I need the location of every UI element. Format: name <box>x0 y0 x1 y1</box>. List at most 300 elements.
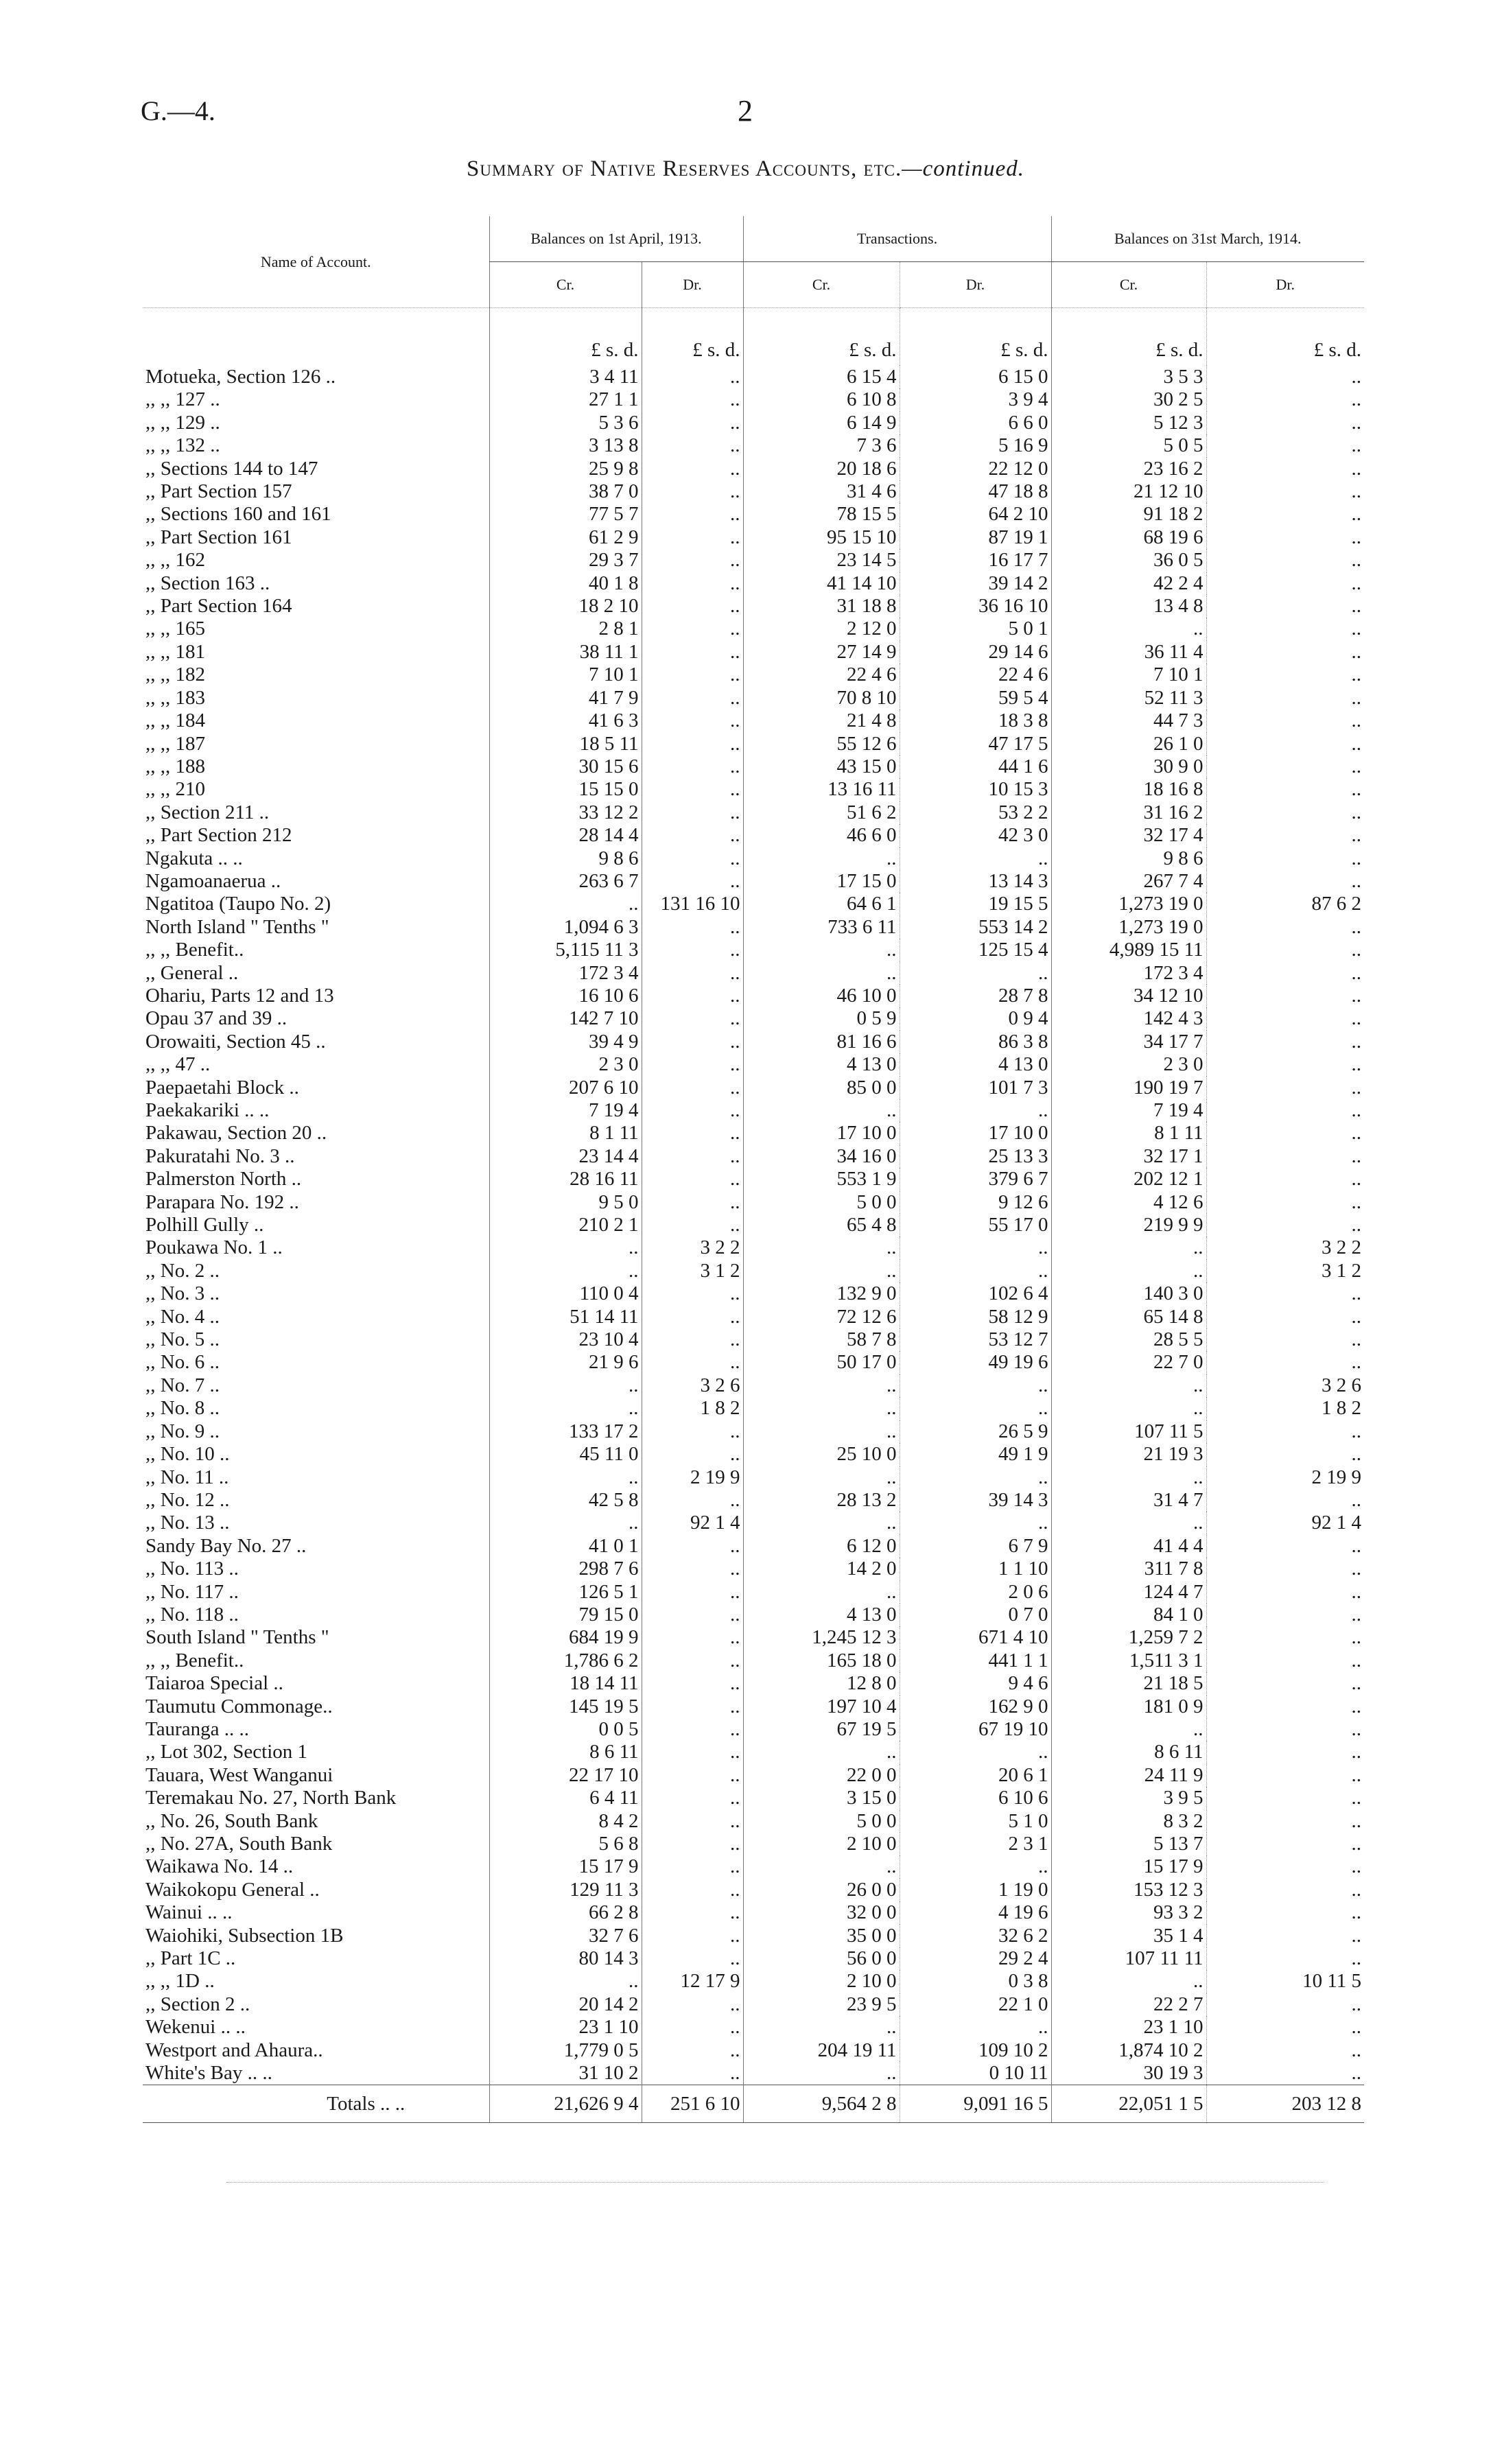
amount-open-cr: 39 4 9 <box>489 1031 642 1053</box>
account-name: ,, Part Section 157 <box>145 480 292 503</box>
amount-close-cr: 36 0 5 <box>1051 549 1206 572</box>
account-name: ,, Part Section 161 <box>145 526 292 548</box>
account-row <box>143 1925 1364 1947</box>
amount-close-dr: 2 19 9 <box>1206 1466 1364 1489</box>
account-row <box>143 1696 1364 1718</box>
amount-close-dr: .. <box>1206 1947 1364 1970</box>
amount-trans-dr: 29 14 6 <box>900 641 1051 664</box>
amount-open-cr: .. <box>489 1260 642 1282</box>
amount-trans-dr: 162 9 0 <box>900 1696 1051 1718</box>
amount-close-cr: 93 3 2 <box>1051 1901 1206 1924</box>
amount-trans-dr: 6 7 9 <box>900 1535 1051 1558</box>
account-row <box>143 1099 1364 1122</box>
account-name: Ohariu, Parts 12 and 13 <box>145 984 334 1007</box>
amount-open-dr: .. <box>642 549 743 572</box>
account-row <box>143 2039 1364 2062</box>
amount-trans-cr: 64 6 1 <box>743 893 900 915</box>
amount-open-cr: 210 2 1 <box>489 1214 642 1236</box>
amount-trans-cr: 23 14 5 <box>743 549 900 572</box>
account-name: Taiaroa Special .. <box>145 1672 283 1695</box>
account-row <box>143 526 1364 549</box>
amount-trans-dr: .. <box>900 1855 1051 1878</box>
unit-cell: £ s. d. <box>743 308 900 366</box>
amount-trans-dr: 16 17 7 <box>900 549 1051 572</box>
amount-open-dr: .. <box>642 824 743 847</box>
amount-open-cr: 133 17 2 <box>489 1420 642 1443</box>
amount-open-dr: .. <box>642 1604 743 1626</box>
amount-trans-cr: 31 4 6 <box>743 480 900 503</box>
amount-close-dr: 87 6 2 <box>1206 893 1364 915</box>
account-row <box>143 1558 1364 1580</box>
account-row <box>143 1650 1364 1672</box>
amount-trans-dr: 553 14 2 <box>900 916 1051 939</box>
amount-close-dr: .. <box>1206 1993 1364 2016</box>
amount-open-cr: 263 6 7 <box>489 870 642 893</box>
amount-close-dr: .. <box>1206 1879 1364 1901</box>
amount-open-cr: 16 10 6 <box>489 985 642 1007</box>
amount-open-cr: 18 2 10 <box>489 595 642 618</box>
amount-trans-cr: 1,245 12 3 <box>743 1626 900 1649</box>
account-row <box>143 595 1364 618</box>
amount-close-cr: 31 4 7 <box>1051 1489 1206 1512</box>
amount-trans-dr: 26 5 9 <box>900 1420 1051 1443</box>
account-row <box>143 1282 1364 1305</box>
account-name: ,, ,, 181 <box>145 640 205 663</box>
amount-close-cr: 181 0 9 <box>1051 1696 1206 1718</box>
account-name: ,, No. 118 .. <box>145 1603 239 1626</box>
amount-close-dr: .. <box>1206 1145 1364 1168</box>
amount-open-dr: .. <box>642 916 743 939</box>
amount-close-dr: .. <box>1206 847 1364 870</box>
account-row <box>143 1397 1364 1420</box>
amount-trans-dr: 0 10 11 <box>900 2062 1051 2085</box>
amount-open-cr: 20 14 2 <box>489 1993 642 2016</box>
amount-open-cr: 41 0 1 <box>489 1535 642 1558</box>
amount-trans-cr: .. <box>743 1420 900 1443</box>
unit-cell: £ s. d. <box>1206 308 1364 366</box>
account-row <box>143 687 1364 709</box>
amount-open-cr: 18 14 11 <box>489 1672 642 1695</box>
amount-open-cr: 41 7 9 <box>489 687 642 709</box>
amount-open-dr: .. <box>642 1145 743 1168</box>
account-row <box>143 1810 1364 1833</box>
account-row <box>143 1031 1364 1053</box>
account-row <box>143 733 1364 755</box>
amount-trans-cr: 58 7 8 <box>743 1328 900 1351</box>
amount-close-dr: .. <box>1206 709 1364 732</box>
account-name: ,, Part Section 212 <box>145 824 292 847</box>
amount-trans-cr: .. <box>743 939 900 961</box>
amount-close-dr: .. <box>1206 801 1364 824</box>
amount-close-dr: .. <box>1206 1810 1364 1833</box>
amount-close-dr: .. <box>1206 1099 1364 1122</box>
amount-trans-cr: .. <box>743 1466 900 1489</box>
account-row <box>143 1604 1364 1626</box>
amount-open-dr: .. <box>642 664 743 686</box>
account-row <box>143 549 1364 572</box>
account-row <box>143 618 1364 640</box>
amount-trans-cr: .. <box>743 1374 900 1397</box>
amount-close-dr: .. <box>1206 1558 1364 1580</box>
amount-close-cr: .. <box>1051 1260 1206 1282</box>
amount-open-dr: .. <box>642 1351 743 1374</box>
header-trans-cr: Cr. <box>743 262 900 308</box>
amount-trans-cr: 5 0 0 <box>743 1191 900 1214</box>
amount-open-cr: 8 4 2 <box>489 1810 642 1833</box>
amount-open-cr: 1,094 6 3 <box>489 916 642 939</box>
amount-open-cr: 3 13 8 <box>489 434 642 457</box>
amount-close-dr: .. <box>1206 1443 1364 1466</box>
amount-trans-cr: .. <box>743 2016 900 2039</box>
account-row <box>143 1833 1364 1855</box>
account-name: ,, No. 4 .. <box>145 1305 220 1328</box>
unit-cell: £ s. d. <box>900 308 1051 366</box>
amount-trans-dr: .. <box>900 1466 1051 1489</box>
header-open-dr: Dr. <box>642 262 743 308</box>
amount-open-dr: .. <box>642 1741 743 1763</box>
amount-open-dr: .. <box>642 1214 743 1236</box>
amount-close-dr: .. <box>1206 388 1364 411</box>
amount-trans-cr: 70 8 10 <box>743 687 900 709</box>
account-row <box>143 1993 1364 2016</box>
account-name: ,, No. 9 .. <box>145 1420 220 1442</box>
header-open-cr: Cr. <box>489 262 642 308</box>
amount-close-dr: .. <box>1206 1650 1364 1672</box>
amount-open-cr: 15 15 0 <box>489 778 642 801</box>
amount-close-cr: 23 16 2 <box>1051 458 1206 480</box>
amount-trans-dr: 0 3 8 <box>900 1970 1051 1993</box>
amount-close-cr: 28 5 5 <box>1051 1328 1206 1351</box>
footer-rule <box>226 2182 1324 2183</box>
account-name: Parapara No. 192 .. <box>145 1190 299 1213</box>
amount-trans-dr: 42 3 0 <box>900 824 1051 847</box>
amount-trans-cr: 5 0 0 <box>743 1810 900 1833</box>
amount-open-cr: 8 6 11 <box>489 1741 642 1763</box>
amount-open-dr: 2 19 9 <box>642 1466 743 1489</box>
total-close-cr: 22,051 1 5 <box>1051 2085 1206 2123</box>
amount-trans-cr: 56 0 0 <box>743 1947 900 1970</box>
account-row <box>143 939 1364 961</box>
amount-trans-dr: 18 3 8 <box>900 709 1051 732</box>
amount-trans-cr: 72 12 6 <box>743 1306 900 1328</box>
account-row <box>143 503 1364 526</box>
amount-open-cr: 23 10 4 <box>489 1328 642 1351</box>
amount-trans-cr: 28 13 2 <box>743 1489 900 1512</box>
amount-open-dr: .. <box>642 458 743 480</box>
amount-trans-cr: 46 6 0 <box>743 824 900 847</box>
amount-trans-cr: 13 16 11 <box>743 778 900 801</box>
amount-trans-cr: 23 9 5 <box>743 1993 900 2016</box>
amount-close-cr: 1,511 3 1 <box>1051 1650 1206 1672</box>
account-name: ,, Part Section 164 <box>145 595 292 618</box>
amount-trans-cr: .. <box>743 1099 900 1122</box>
amount-close-cr: 2 3 0 <box>1051 1053 1206 1076</box>
account-row <box>143 1970 1364 1993</box>
account-row <box>143 2062 1364 2085</box>
amount-close-dr: .. <box>1206 1626 1364 1649</box>
amount-close-dr: .. <box>1206 572 1364 595</box>
amount-close-cr: 219 9 9 <box>1051 1214 1206 1236</box>
account-row <box>143 1741 1364 1763</box>
amount-open-cr: 77 5 7 <box>489 503 642 526</box>
amount-trans-cr: 2 12 0 <box>743 618 900 640</box>
amount-close-cr: 9 8 6 <box>1051 847 1206 870</box>
page-number: 2 <box>738 94 753 128</box>
amount-trans-dr: .. <box>900 1397 1051 1420</box>
unit-cell: £ s. d. <box>1051 308 1206 366</box>
amount-open-dr: .. <box>642 1626 743 1649</box>
amount-close-cr: 30 2 5 <box>1051 388 1206 411</box>
account-name: Ngatitoa (Taupo No. 2) <box>145 893 331 915</box>
account-row <box>143 458 1364 480</box>
amount-close-dr: .. <box>1206 1122 1364 1145</box>
account-row <box>143 480 1364 503</box>
account-name: Palmerston North .. <box>145 1168 302 1190</box>
amount-close-cr: 24 11 9 <box>1051 1764 1206 1787</box>
amount-open-cr: .. <box>489 1397 642 1420</box>
amount-close-dr: .. <box>1206 618 1364 640</box>
amount-close-dr: 3 1 2 <box>1206 1260 1364 1282</box>
amount-close-cr: 8 3 2 <box>1051 1810 1206 1833</box>
amount-trans-dr: 22 1 0 <box>900 1993 1051 2016</box>
account-name: ,, No. 5 .. <box>145 1328 220 1351</box>
amount-close-dr: .. <box>1206 1168 1364 1190</box>
amount-trans-cr: 2 10 0 <box>743 1833 900 1855</box>
amount-trans-dr: 25 13 3 <box>900 1145 1051 1168</box>
amount-close-dr: 3 2 6 <box>1206 1374 1364 1397</box>
amount-close-cr: 68 19 6 <box>1051 526 1206 549</box>
account-name: ,, ,, 210 <box>145 778 205 801</box>
amount-trans-cr: 34 16 0 <box>743 1145 900 1168</box>
account-row <box>143 1764 1364 1787</box>
amount-close-cr: .. <box>1051 1236 1206 1259</box>
amount-trans-cr: 27 14 9 <box>743 641 900 664</box>
unit-cell-name <box>143 308 489 366</box>
account-row <box>143 1420 1364 1443</box>
amount-close-dr: .. <box>1206 1306 1364 1328</box>
amount-trans-cr: 4 13 0 <box>743 1604 900 1626</box>
amount-open-cr: 110 0 4 <box>489 1282 642 1305</box>
amount-trans-dr: 5 1 0 <box>900 1810 1051 1833</box>
unit-cell: £ s. d. <box>489 308 642 366</box>
amount-trans-dr: .. <box>900 1236 1051 1259</box>
amount-close-dr: .. <box>1206 1053 1364 1076</box>
account-row <box>143 1443 1364 1466</box>
amount-trans-dr: 47 17 5 <box>900 733 1051 755</box>
account-name: ,, No. 113 .. <box>145 1558 239 1580</box>
amount-open-cr: 126 5 1 <box>489 1581 642 1604</box>
amount-open-cr: 5 6 8 <box>489 1833 642 1855</box>
amount-trans-cr: 25 10 0 <box>743 1443 900 1466</box>
account-row <box>143 1855 1364 1878</box>
amount-trans-cr: 4 13 0 <box>743 1053 900 1076</box>
amount-close-cr: 30 9 0 <box>1051 755 1206 778</box>
amount-open-cr: .. <box>489 1236 642 1259</box>
amount-close-cr: 21 18 5 <box>1051 1672 1206 1695</box>
account-row <box>143 388 1364 411</box>
amount-open-dr: .. <box>642 847 743 870</box>
amount-close-cr: .. <box>1051 1512 1206 1534</box>
unit-cell: £ s. d. <box>642 308 743 366</box>
header-close-cr: Cr. <box>1051 262 1206 308</box>
amount-close-cr: 36 11 4 <box>1051 641 1206 664</box>
amount-trans-cr: .. <box>743 1512 900 1534</box>
amount-open-dr: .. <box>642 1328 743 1351</box>
amount-open-dr: .. <box>642 2016 743 2039</box>
amount-open-dr: 3 2 6 <box>642 1374 743 1397</box>
amount-trans-dr: 6 6 0 <box>900 412 1051 434</box>
account-name: Polhill Gully .. <box>145 1214 264 1236</box>
amount-open-cr: 6 4 11 <box>489 1787 642 1809</box>
account-name: Wekenui .. .. <box>145 2016 246 2039</box>
amount-open-cr: 145 19 5 <box>489 1696 642 1718</box>
amount-open-cr: 0 0 5 <box>489 1718 642 1741</box>
amount-open-dr: 3 1 2 <box>642 1260 743 1282</box>
amount-close-cr: 107 11 5 <box>1051 1420 1206 1443</box>
account-row <box>143 1489 1364 1512</box>
amount-open-cr: 129 11 3 <box>489 1879 642 1901</box>
amount-open-cr: 207 6 10 <box>489 1077 642 1099</box>
account-name: ,, ,, 162 <box>145 549 205 572</box>
amount-close-cr: 21 19 3 <box>1051 1443 1206 1466</box>
amount-trans-dr: .. <box>900 962 1051 985</box>
account-name: Pakawau, Section 20 .. <box>145 1122 327 1145</box>
amount-trans-dr: 39 14 3 <box>900 1489 1051 1512</box>
amount-trans-cr: 21 4 8 <box>743 709 900 732</box>
accounts-table <box>143 216 1364 2123</box>
amount-close-dr: .. <box>1206 1718 1364 1741</box>
amount-open-dr: .. <box>642 801 743 824</box>
amount-open-cr: 42 5 8 <box>489 1489 642 1512</box>
account-row <box>143 434 1364 457</box>
amount-close-dr: .. <box>1206 1214 1364 1236</box>
amount-open-dr: .. <box>642 778 743 801</box>
amount-close-cr: 107 11 11 <box>1051 1947 1206 1970</box>
account-name: North Island " Tenths " <box>145 915 329 938</box>
amount-trans-cr: 14 2 0 <box>743 1558 900 1580</box>
account-row <box>143 2016 1364 2039</box>
amount-trans-cr: .. <box>743 1260 900 1282</box>
account-name: Tauara, West Wanganui <box>145 1763 333 1786</box>
header-closing-balances: Balances on 31st March, 1914. <box>1051 216 1364 262</box>
amount-open-dr: .. <box>642 733 743 755</box>
amount-close-cr: 13 4 8 <box>1051 595 1206 618</box>
amount-close-cr: .. <box>1051 1718 1206 1741</box>
page-title <box>0 156 1491 182</box>
amount-close-dr: .. <box>1206 2016 1364 2039</box>
amount-open-cr: 9 5 0 <box>489 1191 642 1214</box>
account-name: Pakuratahi No. 3 .. <box>145 1145 295 1167</box>
total-trans-cr: 9,564 2 8 <box>743 2085 900 2123</box>
amount-open-cr: 61 2 9 <box>489 526 642 549</box>
amount-trans-dr: 109 10 2 <box>900 2039 1051 2062</box>
amount-close-dr: .. <box>1206 1855 1364 1878</box>
account-row <box>143 755 1364 778</box>
account-row <box>143 824 1364 847</box>
account-row <box>143 1236 1364 1259</box>
amount-open-cr: 2 3 0 <box>489 1053 642 1076</box>
account-row <box>143 847 1364 870</box>
amount-close-dr: 3 2 2 <box>1206 1236 1364 1259</box>
amount-close-dr: .. <box>1206 824 1364 847</box>
account-name: ,, No. 6 .. <box>145 1351 220 1374</box>
amount-trans-cr: 43 15 0 <box>743 755 900 778</box>
amount-open-dr: .. <box>642 1764 743 1787</box>
amount-close-dr: .. <box>1206 1328 1364 1351</box>
amount-open-dr: .. <box>642 687 743 709</box>
amount-open-dr: .. <box>642 480 743 503</box>
account-row <box>143 1947 1364 1970</box>
account-name: Opau 37 and 39 .. <box>145 1007 287 1030</box>
amount-close-dr: .. <box>1206 1787 1364 1809</box>
account-row <box>143 1581 1364 1604</box>
amount-close-dr: .. <box>1206 1696 1364 1718</box>
amount-open-dr: .. <box>642 1810 743 1833</box>
account-name: Waikawa No. 14 .. <box>145 1855 294 1878</box>
account-name: ,, Lot 302, Section 1 <box>145 1741 308 1763</box>
amount-close-cr: 311 7 8 <box>1051 1558 1206 1580</box>
account-name: ,, ,, 132 .. <box>145 434 220 457</box>
amount-close-dr: .. <box>1206 1007 1364 1030</box>
account-row <box>143 870 1364 893</box>
account-row <box>143 1168 1364 1190</box>
amount-trans-dr: 671 4 10 <box>900 1626 1051 1649</box>
amount-trans-cr: 65 4 8 <box>743 1214 900 1236</box>
account-name: ,, ,, 188 <box>145 755 205 777</box>
amount-open-cr: 23 14 4 <box>489 1145 642 1168</box>
account-name: ,, No. 2 .. <box>145 1259 220 1282</box>
amount-close-dr: .. <box>1206 1833 1364 1855</box>
amount-trans-cr: 7 3 6 <box>743 434 900 457</box>
amount-open-dr: .. <box>642 1282 743 1305</box>
account-name: Waiohiki, Subsection 1B <box>145 1924 344 1947</box>
account-row <box>143 412 1364 434</box>
totals-label: Totals .. .. <box>143 2085 489 2123</box>
amount-open-dr: .. <box>642 1443 743 1466</box>
amount-open-dr: .. <box>642 1787 743 1809</box>
amount-trans-dr: 6 10 6 <box>900 1787 1051 1809</box>
amount-close-cr: 65 14 8 <box>1051 1306 1206 1328</box>
amount-close-cr: 4,989 15 11 <box>1051 939 1206 961</box>
amount-open-dr: .. <box>642 1099 743 1122</box>
amount-close-cr: .. <box>1051 618 1206 640</box>
amount-close-cr: 8 6 11 <box>1051 1741 1206 1763</box>
amount-open-cr: 66 2 8 <box>489 1901 642 1924</box>
amount-open-cr: 31 10 2 <box>489 2062 642 2085</box>
account-name: ,, No. 26, South Bank <box>145 1809 318 1832</box>
amount-open-dr: .. <box>642 412 743 434</box>
amount-close-dr: .. <box>1206 1672 1364 1695</box>
amount-close-dr: .. <box>1206 733 1364 755</box>
amount-open-dr: .. <box>642 1122 743 1145</box>
amount-trans-dr: 22 12 0 <box>900 458 1051 480</box>
amount-trans-cr: .. <box>743 2062 900 2085</box>
amount-open-cr: 80 14 3 <box>489 1947 642 1970</box>
amount-open-dr: .. <box>642 1420 743 1443</box>
amount-open-dr: .. <box>642 388 743 411</box>
amount-trans-dr: 2 3 1 <box>900 1833 1051 1855</box>
account-row <box>143 801 1364 824</box>
total-open-dr: 251 6 10 <box>642 2085 743 2123</box>
amount-trans-dr: 58 12 9 <box>900 1306 1051 1328</box>
amount-close-dr: .. <box>1206 1420 1364 1443</box>
amount-open-dr: .. <box>642 709 743 732</box>
amount-close-cr: 26 1 0 <box>1051 733 1206 755</box>
account-name: Paepaetahi Block .. <box>145 1076 299 1099</box>
amount-close-cr: 153 12 3 <box>1051 1879 1206 1901</box>
amount-trans-cr: 22 0 0 <box>743 1764 900 1787</box>
account-name: ,, No. 27A, South Bank <box>145 1833 333 1855</box>
